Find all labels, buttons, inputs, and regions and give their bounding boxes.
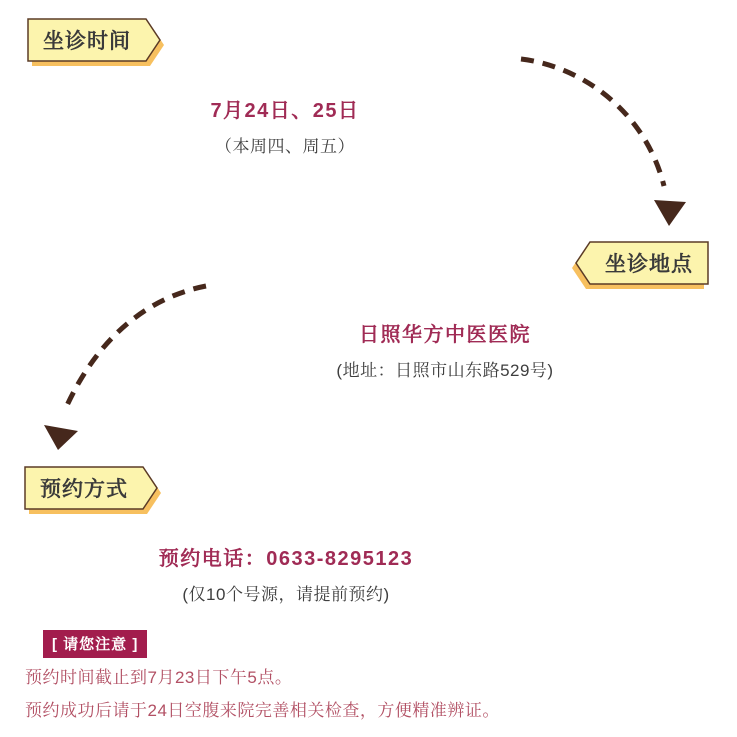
dashed-arrow-down-left-icon [44, 286, 206, 450]
notice-line-2: 预约成功后请于24日空腹来院完善相关检查，方便精准辨证。 [25, 701, 500, 720]
place-note: (地址：日照市山东路529号) [336, 361, 554, 380]
time-note: （本周四、周五） [215, 137, 355, 156]
time-value: 7月24日、25日 [210, 100, 360, 122]
time-details [165, 94, 405, 157]
ribbon-method-label: 预约方式 [40, 478, 128, 501]
ribbon-time-label: 坐诊时间 [43, 30, 131, 53]
ribbon-place-label: 坐诊地点 [605, 253, 693, 276]
notice-badge: [ 请您注意 ] [43, 630, 147, 658]
method-note: (仅10个号源，请提前预约) [182, 585, 390, 604]
place-value: 日照华方中医医院 [359, 324, 531, 346]
dashed-arrow-down-right-icon [521, 59, 686, 226]
method-details [136, 542, 436, 605]
notice-line-1: 预约时间截止到7月23日下午5点。 [25, 668, 293, 687]
method-value: 预约电话：0633-8295123 [158, 548, 414, 570]
place-details [325, 318, 565, 381]
